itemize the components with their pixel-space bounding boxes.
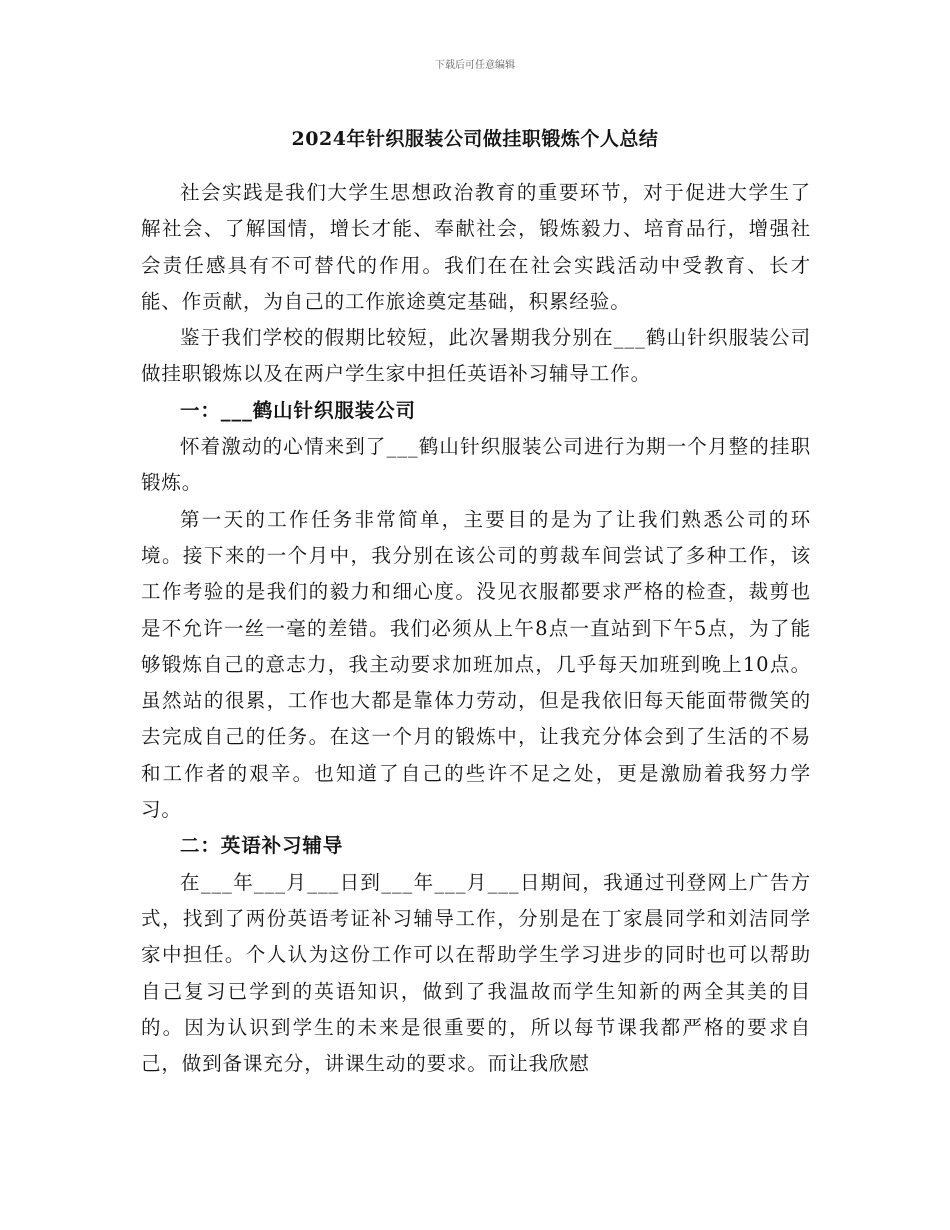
document-body — [141, 175, 811, 1082]
header-note: 下载后可任意编辑 — [435, 60, 515, 71]
paragraph-tutoring: 在___年___月___日到___年___月___日期间，我通过刊登网上广告方式，找到了两份英语考证补习辅导工作，分别是在丁家晨同学和刘洁同学家中担任。个人认为这份工作可以在帮助学生学习进步的同时也可以帮助自己复习已学到的英语知识，做到了我温故而学生知新的两全其美的目的。因为认识到学生的未来是很重要的，所以每节课我都严格的要求自己，做到备课充分，讲课生动的要求。而让我欣慰 — [141, 870, 811, 1076]
paragraph-company-work: 第一天的工作任务非常简单，主要目的是为了让我们熟悉公司的环境。接下来的一个月中，我分别在该公司的剪裁车间尝试了多种工作，该工作考验的是我们的毅力和细心度。没见衣服都要求严格的检查，裁剪也是不允许一丝一毫的差错。我们必须从上午8点一直站到下午5点，为了能够锻炼自己的意志力，我主动要求加班加点，几乎每天加班到晚上10点。虽然站的很累，工作也大都是靠体力劳动，但是我依旧每天能面带微笑的去完成自己的任务。在这一个月的锻炼中，让我充分体会到了生活的不易和工作者的艰辛。也知道了自己的些许不足之处，更是激励着我努力学习。 — [141, 507, 811, 822]
paragraph-company-arrival: 怀着激动的心情来到了___鹤山针织服装公司进行为期一个月整的挂职锻炼。 — [141, 435, 811, 495]
section-heading-tutoring: 二：英语补习辅导 — [180, 834, 344, 858]
paragraph-overview: 鉴于我们学校的假期比较短，此次暑期我分别在___鹤山针织服装公司做挂职锻炼以及在两户学生家中担任英语补习辅导工作。 — [141, 326, 811, 386]
section-heading-company: 一：___鹤山针织服装公司 — [180, 398, 416, 422]
document-title: 2024年针织服装公司做挂职锻炼个人总结 — [291, 128, 659, 150]
paragraph-intro: 社会实践是我们大学生思想政治教育的重要环节，对于促进大学生了解社会、了解国情，增长才能、奉献社会，锻炼毅力、培育品行，增强社会责任感具有不可替代的作用。我们在在社会实践活动中受教育、长才能、作贡献，为自己的工作旅途奠定基础，积累经验。 — [141, 181, 811, 313]
